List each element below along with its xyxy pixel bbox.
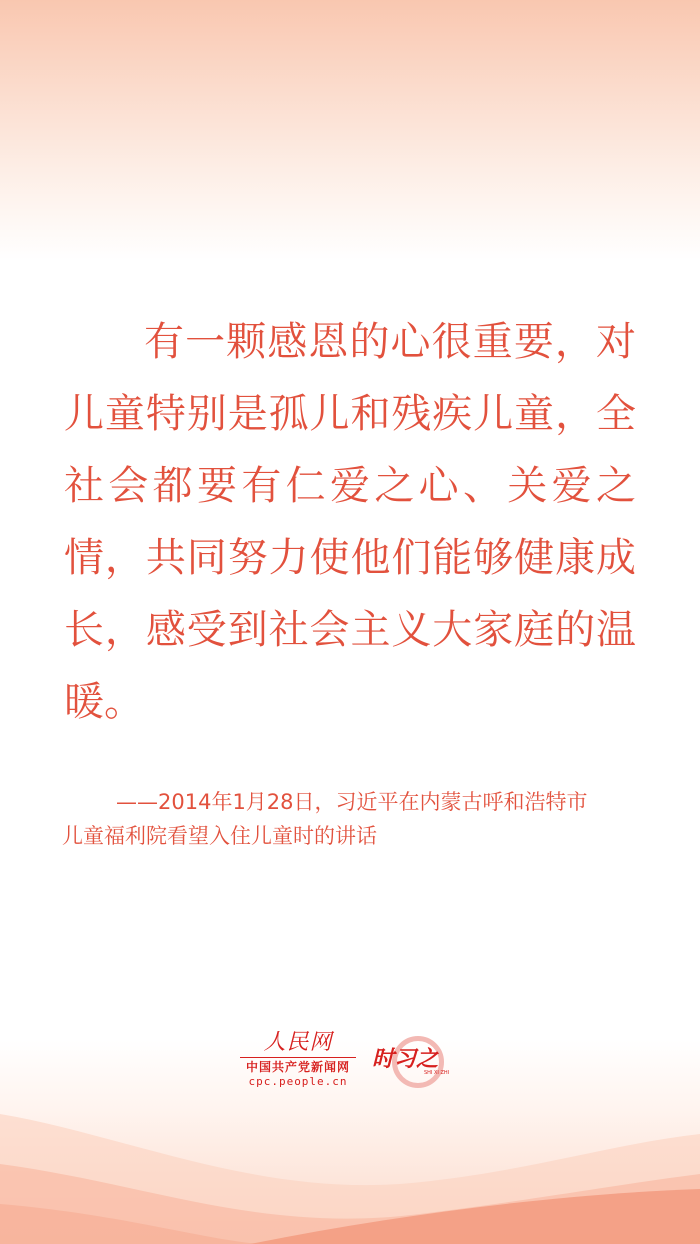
quote-line: 情，共同努力使他们能够健康成 — [64, 535, 636, 581]
source-line: 儿童福利院看望入住儿童时的讲话 — [62, 824, 377, 848]
decorative-waves — [0, 1074, 700, 1244]
source-line: ——2014年1月28日，习近平在内蒙古呼和浩特市 — [116, 790, 588, 814]
people-logo-url: cpc.people.cn — [248, 1075, 348, 1088]
quote-line: 社会都要有仁爱之心、关爱之 — [64, 463, 636, 509]
quote-source — [62, 786, 656, 854]
people-logo-cn: 中国共产党新闻网 — [245, 1060, 350, 1074]
quote-text — [64, 314, 636, 746]
quote-line: 长，感受到社会主义大家庭的温 — [64, 607, 636, 653]
quote-line: 暖。 — [64, 679, 144, 725]
divider — [240, 1057, 356, 1058]
people-logo-mark: 人民网 — [263, 1030, 333, 1055]
xizhi-logo-sub: SHI XI ZHI — [424, 1070, 450, 1076]
xizhi-logo-text: 时习之 — [372, 1047, 439, 1072]
quote-line: 有一颗感恩的心很重要，对 — [144, 319, 636, 365]
quote-line: 儿童特别是孤儿和残疾儿童，全 — [64, 391, 636, 437]
